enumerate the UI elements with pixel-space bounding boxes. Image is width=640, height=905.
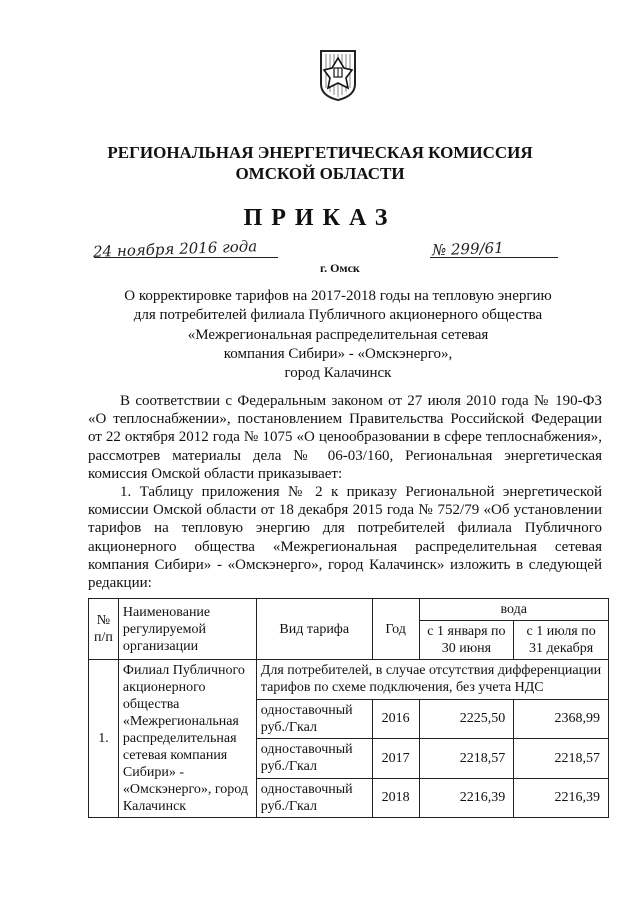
consumer-group: Для потребителей, в случае отсутствия дифференциации тарифов по схеме подключения, без учета НДС [256, 660, 608, 700]
tariff-value-h1: 2218,57 [419, 739, 514, 779]
preamble-paragraph [88, 392, 602, 483]
commission-name-line1: РЕГИОНАЛЬНАЯ ЭНЕРГЕТИЧЕСКАЯ КОМИССИЯ [107, 143, 533, 162]
coat-of-arms-emblem [318, 48, 358, 102]
order-subject [100, 287, 576, 383]
table-row [89, 660, 609, 700]
tariff-value-h2: 2218,57 [514, 739, 609, 779]
header-organization: Наименование регулируемой организации [118, 599, 256, 660]
year-cell: 2017 [372, 739, 419, 779]
tariff-type-cell: одноставочный руб./Гкал [256, 739, 372, 779]
tariff-type-cell: одноставочный руб./Гкал [256, 778, 372, 818]
date-underline [94, 257, 278, 258]
tariff-value-h1: 2216,39 [419, 778, 514, 818]
header-year: Год [372, 599, 419, 660]
document-type-title: ПРИКАЗ [243, 205, 397, 231]
number-underline [430, 257, 558, 258]
tariff-value-h2: 2216,39 [514, 778, 609, 818]
clause-1-text: 1. Таблицу приложения № 2 к приказу Региональной энергетической комиссии Омской области от 18 декабря 2015 года № 752/79 «Об установлении тарифов на тепловую энергию для потребителей филиала Публичного акционерного общества «Межрегиональная распределительная сетевая компания Сибири» - «Омскэнерго», город Калачинск» изложить в следующей редакции: [88, 484, 602, 592]
table-header-row [89, 599, 609, 621]
subject-line: «Межрегиональная распределительная сетевая [187, 326, 489, 343]
subject-line: для потребителей филиала Публичного акционерного общества [133, 307, 543, 324]
subject-line: компания Сибири» - «Омскэнерго», [223, 345, 453, 362]
handwritten-date: 24 ноября 2016 года [92, 237, 258, 261]
header-period-first-half: с 1 января по 30 июня [419, 621, 514, 660]
header-num: № п/п [89, 599, 119, 660]
tariff-value-h1: 2225,50 [419, 699, 514, 739]
row-number: 1. [89, 660, 119, 818]
subject-line: О корректировке тарифов на 2017-2018 годы на тепловую энергию [124, 288, 552, 304]
year-cell: 2018 [372, 778, 419, 818]
city-label: г. Омск [320, 261, 360, 275]
year-cell: 2016 [372, 699, 419, 739]
organization-name: Филиал Публичного акционерного общества «Межрегиональная распределительная сетевая компания Сибири» - «Омскэнерго», город Калачинск [118, 660, 256, 818]
header-period-second-half: с 1 июля по 31 декабря [514, 621, 609, 660]
commission-name-line2: ОМСКОЙ ОБЛАСТИ [235, 164, 405, 183]
tariff-table [88, 598, 609, 818]
preamble-text: В соответствии с Федеральным законом от 27 июля 2010 года № 190-ФЗ «О теплоснабжении», постановлением Правительства Российской Федерации от 22 октября 2012 года № 1075 «О ценообразовании в сфере теплоснабжения», рассмотрев материалы дела № 06-03/160, Региональная энергетическая комиссия Омской области приказывает: [88, 393, 602, 482]
handwritten-order-number: № 299/61 [431, 238, 505, 260]
clause-1-paragraph [88, 483, 602, 592]
tariff-type-cell: одноставочный руб./Гкал [256, 699, 372, 739]
subject-line: город Калачинск [284, 365, 392, 382]
header-tariff-type: Вид тарифа [256, 599, 372, 660]
header-water: вода [419, 599, 608, 621]
tariff-value-h2: 2368,99 [514, 699, 609, 739]
